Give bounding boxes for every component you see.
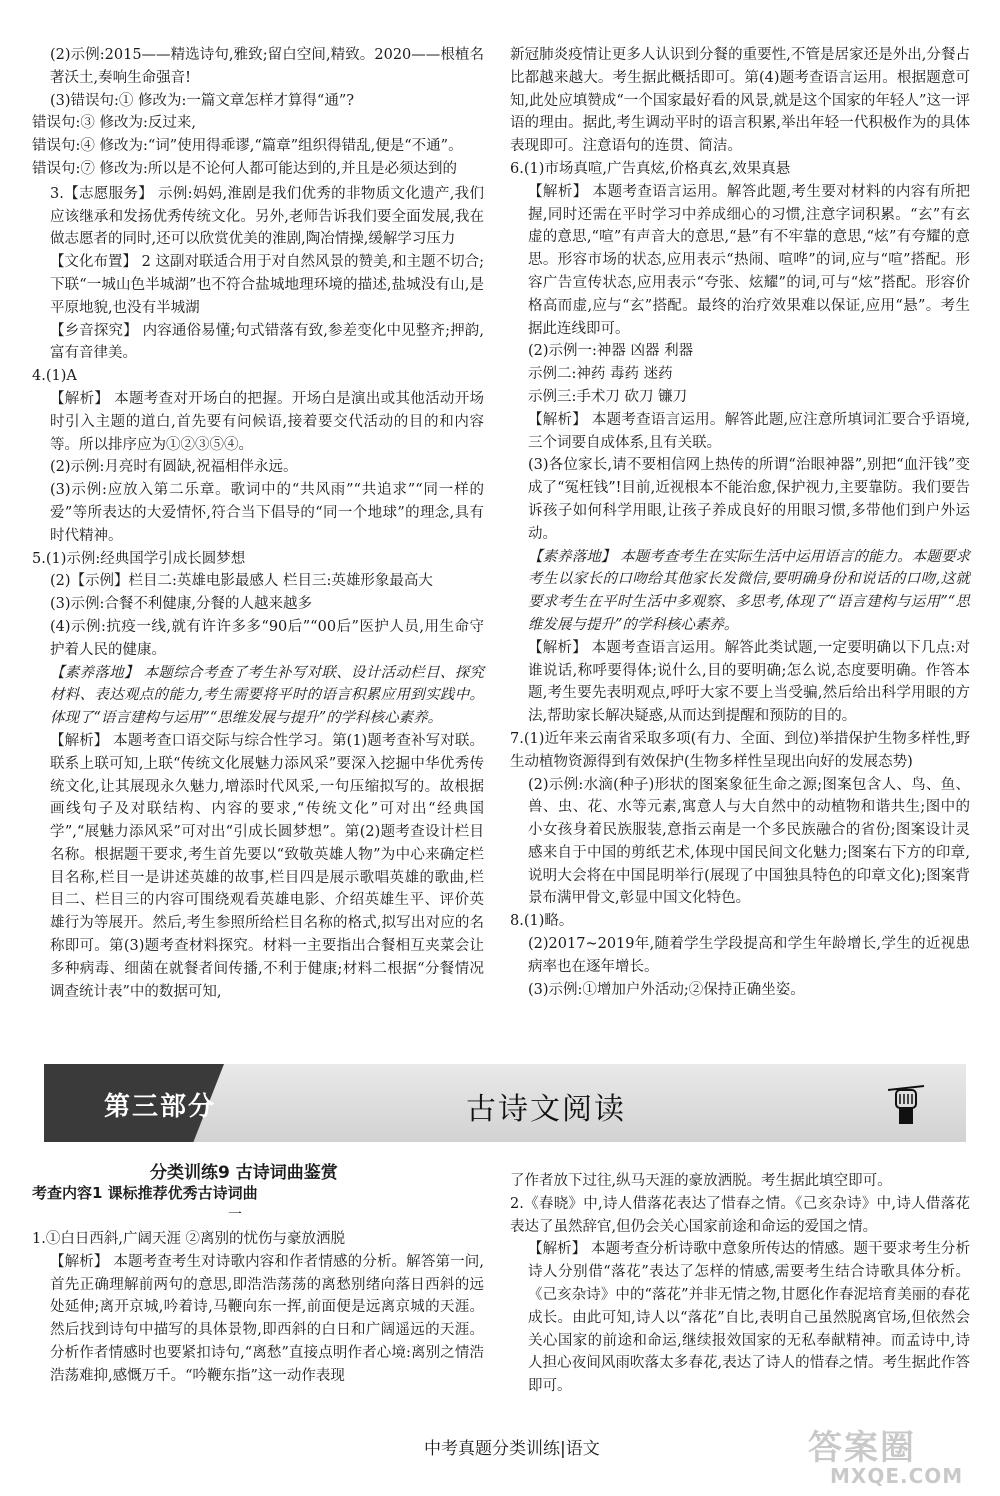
watermark-url: MXQE.COM <box>830 1464 964 1488</box>
paragraph: 3.【志愿服务】 示例:妈妈,淮剧是我们优秀的非物质文化遗产,我们应该继承和发扬优秀传统文化。另外,老师告诉我们要全面发展,我在做志愿者的同时,还可以欣赏优美的淮剧,陶冶情操,缓解学习压力 <box>50 185 484 248</box>
banner-title: 古诗文阅读 <box>466 1092 626 1127</box>
paragraph: 5.(1)示例:经典国学引成长圆梦想 <box>32 550 246 567</box>
paragraph: (2)【示例】栏目二:英雄电影最感人 栏目三:英雄形象最高大 <box>50 573 433 590</box>
section-banner <box>44 1064 966 1142</box>
paragraph: (2)示例:2015——精选诗句,雅致;留白空间,精致。2020——根植名著沃土,奏响生命强音! <box>50 47 484 86</box>
watermark <box>808 1420 988 1490</box>
left-column <box>32 44 484 1003</box>
subsection-title: 考查内容1 课标推荐优秀古诗词曲 <box>32 1184 258 1202</box>
paragraph: 错误句:③ 修改为:反过来, <box>32 115 196 132</box>
page-footer: 中考真题分类训练|语文 <box>424 1439 600 1459</box>
paragraph: (2)示例一:神器 凶器 利器 <box>528 343 694 360</box>
bottom-right-column <box>510 1170 970 1398</box>
paragraph: 【解析】 本题考查语言运用。解答此题,应注意所填词汇要合乎语境,三个词要自成体系,且有关联。 <box>528 411 970 451</box>
paragraph: 【素养落地】 本题考查考生在实际生活中运用语言的能力。本题要求考生以家长的口吻给其他家长发微信,要明确身份和说话的口吻,这就要求考生在平时生活中多观察、多思考,体现了“语言建构与运用”“思维发展与提升”的学科核心素养。 <box>528 548 970 633</box>
watermark-logo: 答案圈 <box>808 1428 916 1468</box>
section-title: 分类训练9 古诗词曲鉴赏 <box>150 1163 338 1183</box>
paragraph: 错误句:④ 修改为:“词”使用得乖谬,“篇章”组织得错乱,便是“不通”。 <box>32 138 463 155</box>
paragraph: (2)2017~2019年,随着学生学段提高和学生年龄增长,学生的近视患病率也在逐年增长。 <box>528 936 970 975</box>
brush-hand-icon <box>882 1080 930 1128</box>
paragraph: 示例二:神药 毒药 迷药 <box>528 366 673 383</box>
paragraph: 8.(1)略。 <box>510 913 574 930</box>
paragraph: (3)示例:①增加户外活动;②保持正确坐姿。 <box>528 981 805 998</box>
paragraph: 【素养落地】 本题综合考查了考生补写对联、设计活动栏目、探究材料、表达观点的能力,考生需要将平时的语言积累应用到实践中。体现了“语言建构与运用”“思维发展与提升”的学科核心素养。 <box>50 664 484 727</box>
paragraph: 【解析】 本题考查考生对诗歌内容和作者情感的分析。解答第一问,首先正确理解前两句的意思,即浩浩荡荡的离愁别绪向落日西斜的远处延伸;离开京城,吟着诗,马鞭向东一挥,前面便是远离京城的天涯。然后找到诗句中描写的具体景物,即西斜的白日和广阔遥远的天涯。分析作者情感时也要紧扣诗句,“离愁”直接点明作者心境:离别之情浩浩荡难抑,感慨万千。“吟鞭东指”这一动作表现 <box>50 1253 484 1384</box>
paragraph: 【解析】 本题考查口语交际与综合性学习。第(1)题考查补写对联。联系上联可知,上联“传统文化展魅力添风采”要深入挖掘中华优秀传统文化,让其展现永久魅力,增添时代风采,一句压缩拟写的。故根据画线句子及对联结构、内容的要求,“传统文化”可对出“经典国学”,“展魅力添风采”可对出“引成长圆梦想”。第(2)题考查设计栏目名称。根据题干要求,考生首先要以“致敬英雄人物”为中心来确定栏目名称,栏目一是讲述英雄的故事,栏目四是展示歌唱英雄的歌曲,栏目二、栏目三的内容可围绕观看英雄电影、介绍英雄生平、评价英雄行为等展开。然后,考生参照所给栏目名称的格式,拟写出对应的名称即可。第(3)题考查材料探究。材料一主要指出合餐相互夹菜会让多种病毒、细菌在就餐者间传播,不利于健康;材料二根据“分餐情况调查统计表”中的数据可知, <box>50 732 484 1000</box>
paragraph: 4.(1)A <box>32 368 77 385</box>
paragraph: (3)示例:应放入第二乐章。歌词中的“共风雨”“共追求”“同一样的爱”等所表达的大爱情怀,符合当下倡导的“同一个地球”的理念,具有时代精神。 <box>50 482 484 544</box>
paragraph: (2)示例:水滴(种子)形状的图案象征生命之源;图案包含人、鸟、鱼、兽、虫、花、水等元素,寓意人与大自然中的动植物和谐共生;图中的小女孩身着民族服装,意指云南是一个多民族融合的省份;图案设计灵感来自于中国的剪纸艺术,体现中国民间文化魅力;图案右下方的印章,说明大会将在中国昆明举行(展现了中国独具特色的印章文化);图案背景布满甲骨文,彰显中国文化特色。 <box>528 776 970 907</box>
paragraph: 1.①白日西斜,广阔天涯 ②离别的忧伤与豪放洒脱 <box>32 1231 346 1247</box>
paragraph: 6.(1)市场真喧,广告真炫,价格真玄,效果真悬 <box>510 160 791 177</box>
paragraph: 【解析】 本题考查分析诗歌中意象所传达的情感。题干要求考生分析诗人分别借“落花”表达了怎样的情感,需要考生结合诗歌具体分析。《己亥杂诗》中的“落花”并非无情之物,甘愿化作春泥培育美丽的春花成长。由此可知,诗人以“落花”自比,表明自己虽然脱离官场,但依然会关心国家的前途和命运,继续报效国家的无私奉献精神。而孟诗中,诗人担心夜间风雨吹落太多春花,表达了诗人的惜春之情。考生据此作答即可。 <box>528 1241 970 1395</box>
paragraph: 7.(1)近年来云南省采取多项(有力、全面、到位)举措保护生物多样性,野生动植物资源得到有效保护(生物多样性呈现出向好的发展态势) <box>510 730 970 770</box>
paragraph: 2.《春晓》中,诗人借落花表达了惜春之情。《己亥杂诗》中,诗人借落花表达了虽然辞官,但仍会关心国家前途和命运的爱国之情。 <box>510 1195 970 1235</box>
paragraph: 新冠肺炎疫情让更多人认识到分餐的重要性,不管是居家还是外出,分餐占比都越来越大。考生据此概括即可。第(4)题考查语言运用。根据题意可知,此处应填赞成“一个国家最好看的风景,就是这个国家的年轻人”这一评语的理由。据此,考生调动平时的语言积累,举出年轻一代积极作为的具体表现即可。注意语句的连贯、简洁。 <box>510 47 970 155</box>
paragraph: (3)各位家长,请不要相信网上热传的所谓“治眼神器”,别把“血汗钱”变成了“冤枉钱”!目前,近视根本不能治愈,保护视力,主要靠防。我们要告诉孩子如何科学用眼,让孩子养成良好的用眼习惯,多带他们到户外运动。 <box>528 457 970 542</box>
paragraph: (4)示例:抗疫一线,就有许许多多“90后”“00后”医护人员,用生命守护着人民的健康。 <box>50 618 484 658</box>
bottom-left-column <box>32 1228 484 1388</box>
paragraph: 【解析】 本题考查语言运用。解答此题,考生要对材料的内容有所把握,同时还需在平时学习中养成细心的习惯,注意字词积累。“玄”有玄虚的意思,“喧”有声音大的意思,“悬”有不牢靠的意思,“炫”有夸耀的意思。形容市场的状态,应用表示“热闹、喧哗”的词,应与“喧”搭配。形容广告宣传状态,应用表示“夸张、炫耀”的词,可与“炫”搭配。形容价格高而虚,应与“玄”搭配。最终的治疗效果难以保证,应用“悬”。考生据此连线即可。 <box>528 183 970 337</box>
paragraph: (3)示例:合餐不利健康,分餐的人越来越多 <box>50 596 313 613</box>
subsection-mark: 一 <box>228 1207 242 1223</box>
part-label: 第三部分 <box>104 1092 217 1122</box>
paragraph: (3)错误句:① 修改为:一篇文章怎样才算得“通”? <box>50 92 355 109</box>
paragraph: 【文化布置】 2 这副对联适合用于对自然风景的赞美,和主题不切合;下联“一城山色半城湖”也不符合盐城地理环境的描述,盐城没有山,是平原地貌,也没有半城湖 <box>50 254 484 316</box>
paragraph: 错误句:⑦ 修改为:所以是不论何人都可能达到的,并且是必须达到的 <box>32 160 457 177</box>
paragraph: 了作者放下过往,纵马天涯的豪放洒脱。考生据此填空即可。 <box>510 1173 892 1189</box>
right-column <box>510 44 970 1001</box>
paragraph: 【解析】 本题考查对开场白的把握。开场白是演出或其他活动开场时引入主题的道白,首先要有问候语,接着要交代活动的目的和内容等。所以排序应为①②③⑤④。 <box>50 390 484 453</box>
paragraph: 【乡音探究】 内容通俗易懂;句式错落有致,参差变化中见整齐;押韵,富有音律美。 <box>50 322 484 362</box>
paragraph: (2)示例:月亮时有圆缺,祝福相伴永远。 <box>50 459 298 476</box>
paragraph: 示例三:手术刀 砍刀 镰刀 <box>528 388 688 405</box>
paragraph: 【解析】 本题考查语言运用。解答此类试题,一定要明确以下几点:对谁说话,称呼要得体;说什么,目的要明确;怎么说,态度要明确。作答本题,考生要先表明观点,呼吁大家不要上当受骗,然后给出科学用眼的方法,帮助家长解决疑惑,从而达到提醒和预防的目的。 <box>528 639 970 725</box>
